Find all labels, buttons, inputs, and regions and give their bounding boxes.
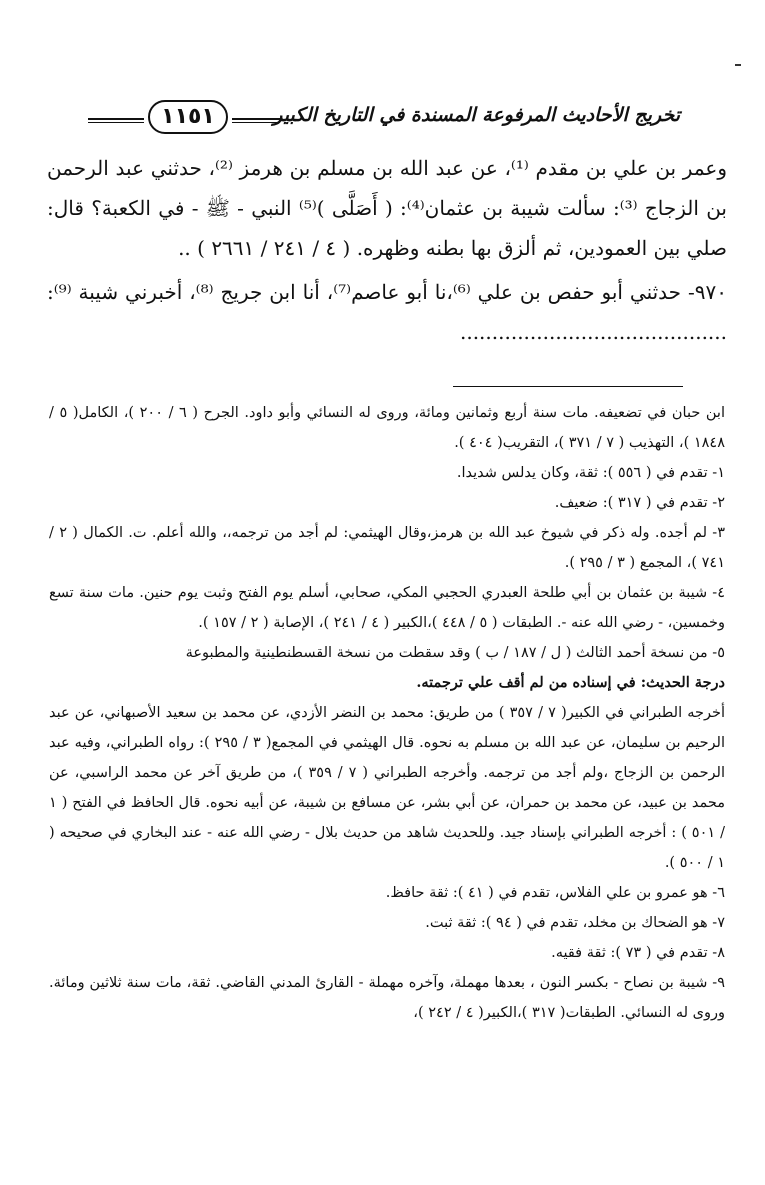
hadith-grade: درجة الحديث: في إسناده من لم أقف علي ترجمته. (416, 674, 725, 691)
page-header (88, 100, 680, 144)
footnote-6: ٦- هو عمرو بن علي الفلاس، تقدم في ( ٤١ ): ثقة حافظ. (385, 885, 725, 901)
footnote-9: ٩- شيبة بن نصاح - بكسر النون ، بعدها مهملة، وآخره مهملة - القارئ المدني القاضي. ثقة، مات سنة ثلاثين ومائة. وروى له النسائي. الطبقات( ٣١٧ )،الكبير( ٤ / ٢٤٢ )، (49, 975, 725, 1021)
footnote-divider (453, 386, 683, 387)
paragraph-isnad: وعمر بن علي بن مقدم ⁽¹⁾، عن عبد الله بن مسلم بن هرمز ⁽²⁾، حدثني عبد الرحمن بن الزجاج ⁽³⁾: سألت شيبة بن عثمان⁽⁴⁾: ( أَصَلَّى )⁽⁵⁾ النبي - ﷺ - في الكعبة؟ قال: صلي بين العمودين، ثم ألزق بها بطنه وظهره. ( ٤ / ٢٤١ / ٢٦٦١ ) .. (47, 156, 727, 260)
hadith-970: ٩٧٠- حدثني أبو حفص بن علي ⁽⁶⁾،نا أبو عاصم⁽⁷⁾، أنا ابن جريج ⁽⁸⁾، أخبرني شيبة ⁽⁹⁾: .......................................... (47, 280, 727, 344)
main-text (47, 148, 727, 352)
footnote-3: ٣- لم أجده. وله ذكر في شيوخ عبد الله بن هرمز،وقال الهيثمي: لم أجد من ترجمه،، والله أعلم. ت. الكمال ( ٢ / ٧٤١ )، المجمع ( ٣ / ٢٩٥ ). (49, 525, 725, 571)
takhrij-paragraph: أخرجه الطبراني في الكبير( ٧ / ٣٥٧ ) من طريق: محمد بن النضر الأزدي، عن محمد بن سعيد الأصبهاني، عن عبد الرحيم بن سليمان، عن عبد الله بن مسلم به نحوه. قال الهيثمي في المجمع( ٣ / ٢٩٥ ): رواه الطبراني، وفيه عبد الرحمن بن الزجاج ،ولم أجد من ترجمه. وأخرجه الطبراني ( ٧ / ٣٥٩ )، من طريق آخر عن محمد الراسبي، عن محمد بن عبيد، عن محمد بن حمران، عن أبي بشر، عن مسافع بن شيبة، عن أبيه نحوه. قال الحافظ في الفتح ( ١ / ٥٠١ ) : أخرجه الطبراني بإسناد جيد. وللحديث شاهد من حديث بلال - رضي الله عنه - عند البخاري في صحيحه ( ١ / ٥٠٠ ). (49, 705, 725, 871)
running-title: تخريج الأحاديث المرفوعة المسندة في التاريخ الكبير (273, 104, 680, 126)
corner-mark (735, 64, 741, 66)
footnote-8: ٨- تقدم في ( ٧٣ ): ثقة فقيه. (551, 945, 725, 961)
footnote-1: ١- تقدم في ( ٥٥٦ ): ثقة، وكان يدلس شديدا. (456, 465, 725, 481)
header-rule (88, 118, 144, 123)
page-number: ١١٥١ (148, 100, 228, 134)
footnote-4: ٤- شيبة بن عثمان بن أبي طلحة العبدري الحجبي المكي، صحابي، أسلم يوم الفتح وثبت يوم حنين. مات سنة تسع وخمسين، - رضي الله عنه -. الطبقات ( ٥ / ٤٤٨ )،الكبير ( ٤ / ٢٤١ )، الإصابة ( ٢ / ١٥٧ ). (49, 585, 725, 631)
footnote-7: ٧- هو الضحاك بن مخلد، تقدم في ( ٩٤ ): ثقة ثبت. (425, 915, 725, 931)
footnote-5: ٥- من نسخة أحمد الثالث ( ل / ١٨٧ / ب ) وقد سقطت من نسخة القسطنطينية والمطبوعة (185, 645, 725, 661)
footnote-2: ٢- تقدم في ( ٣١٧ ): ضعيف. (554, 495, 725, 511)
header-rule (232, 118, 280, 123)
footnote-continuation: ابن حبان في تضعيفه. مات سنة أربع وثمانين ومائة، وروى له النسائي وأبو داود. الجرح ( ٦ / ٢٠٠ )، الكامل( ٥ / ١٨٤٨ )، التهذيب ( ٧ / ٣٧١ )، التقريب( ٤٠٤ ). (49, 405, 725, 451)
footnotes (49, 398, 725, 1028)
